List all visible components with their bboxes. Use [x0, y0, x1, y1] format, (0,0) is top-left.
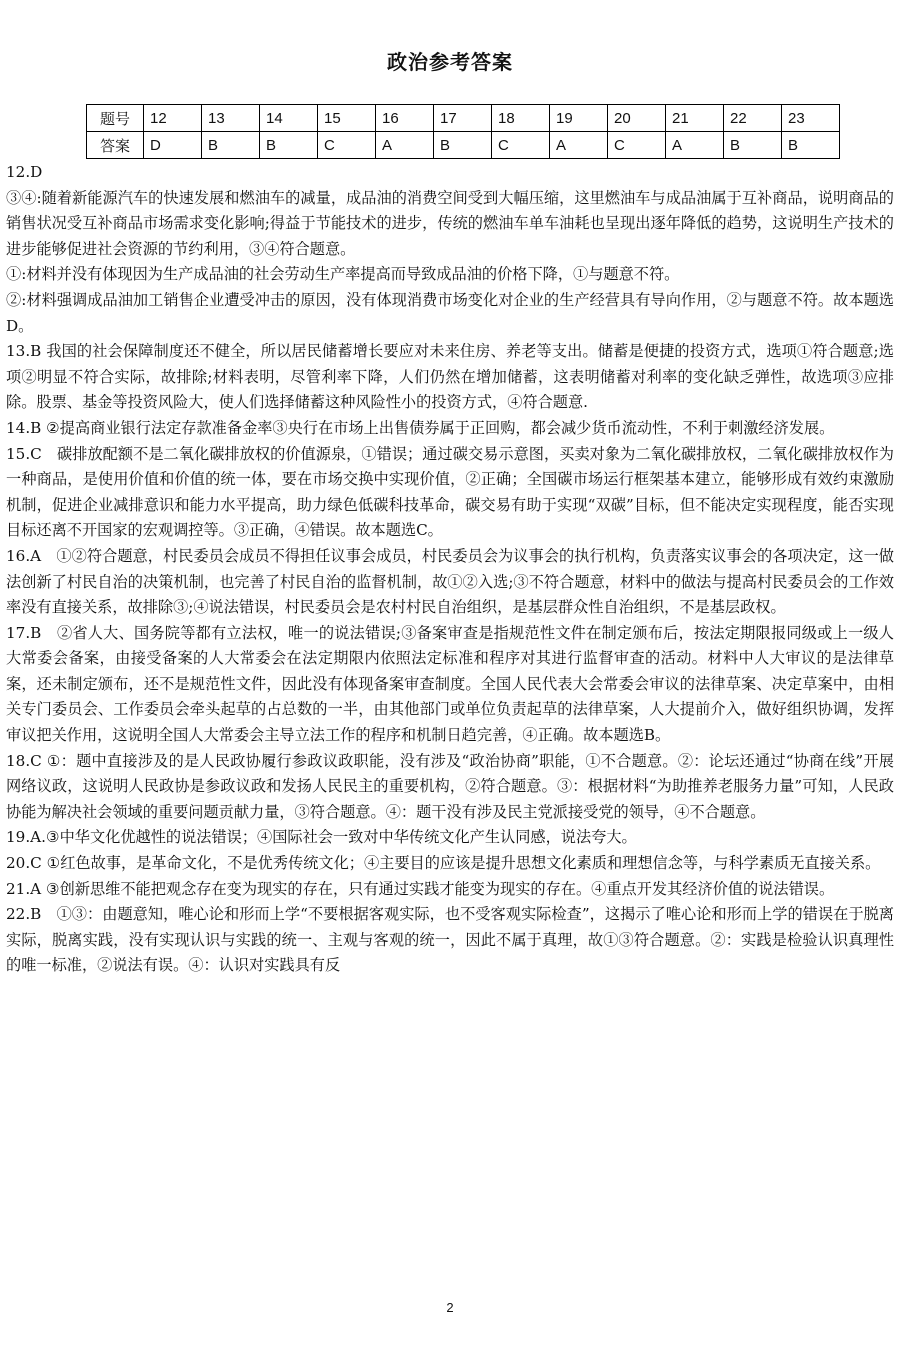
question-number-cell: 15: [318, 105, 376, 132]
answer-explanations: [6, 160, 894, 979]
answer-cell: C: [492, 132, 550, 159]
question-number-cell: 21: [666, 105, 724, 132]
explanation-paragraph: 12.D: [6, 163, 43, 181]
answer-cell: A: [666, 132, 724, 159]
question-number-cell: 19: [550, 105, 608, 132]
explanation-paragraph: 14.B ②提高商业银行法定存款准备金率③央行在市场上出售债券属于正回购，都会减少货币流动性，不利于刺激经济发展。: [6, 418, 835, 437]
explanation-paragraph: 16.A ①②符合题意，村民委员会成员不得担任议事会成员，村民委员会为议事会的执行机构，负责落实议事会的各项决定，这一做法创新了村民自治的决策机制，也完善了村民自治的监督机制，故①②入选;③不符合题意，材料中的做法与提高村民委员会的工作效率没有直接关系，故排除③;④说法错误，村民委员会是农村村民自治组织，是基层群众性自治组织，不是基层政权。: [6, 546, 894, 617]
answer-row: [87, 132, 840, 159]
explanation-paragraph: 19.A.③中华文化优越性的说法错误；④国际社会一致对中华传统文化产生认同感，说法夸大。: [6, 828, 637, 847]
answer-cell: A: [550, 132, 608, 159]
answer-cell: B: [202, 132, 260, 159]
explanation-paragraph: 20.C ①红色故事，是革命文化，不是优秀传统文化；④主要目的应该是提升思想文化素质和理想信念等，与科学素质无直接关系。: [6, 854, 881, 873]
question-number-cell: 13: [202, 105, 260, 132]
question-number-row: [87, 105, 840, 132]
answer-cell: C: [318, 132, 376, 159]
explanation-paragraph: 15.C 碳排放配额不是二氧化碳排放权的价值源泉，①错误；通过碳交易示意图，买卖对象为二氧化碳排放权，二氧化碳排放权作为一种商品，是使用价值和价值的统一体，要在市场交换中实现价值，②正确；全国碳市场运行框架基本建立，能够形成有效约束激励机制，促进企业减排意识和能力水平提高，助力绿色低碳科技革命，碳交易有助于实现“双碳”目标，但不能决定实现程度，能否实现目标还离不开国家的宏观调控等。③正确，④错误。故本题选C。: [6, 444, 894, 540]
explanation-paragraph: 17.B ②省人大、国务院等都有立法权，唯一的说法错误;③备案审查是指规范性文件在制定颁布后，按法定期限报同级或上一级人大常委会备案，由接受备案的人大常委会在法定期限内依照法定标准和程序对其进行监督审查的活动。材料中人大审议的是法律草案，还未制定颁布，还不是规范性文件，因此没有体现备案审查制度。全国人民代表大会常委会审议的法律草案、决定草案中，由相关专门委员会、工作委员会牵头起草的占总数的一半，由其他部门或单位负责起草的法律草案，人大提前介入，做好组织协调，发挥审议把关作用，这说明全国人大常委会主导立法工作的程序和机制日趋完善，④正确。故本题选B。: [6, 623, 894, 745]
answer-table: [86, 104, 840, 159]
explanation-paragraph: 21.A ③创新思维不能把观念存在变为现实的存在，只有通过实践才能变为现实的存在。④重点开发其经济价值的说法错误。: [6, 879, 835, 898]
question-number-cell: 12: [144, 105, 202, 132]
answer-cell: C: [608, 132, 666, 159]
page-number: 2: [446, 1300, 454, 1315]
answer-cell: D: [144, 132, 202, 159]
question-number-cell: 23: [782, 105, 840, 132]
question-number-cell: 16: [376, 105, 434, 132]
page-title: 政治参考答案: [387, 50, 513, 74]
answer-cell: B: [434, 132, 492, 159]
question-number-cell: 20: [608, 105, 666, 132]
explanation-paragraph: 13.B 我国的社会保障制度还不健全，所以居民储蓄增长要应对未来住房、养老等支出。储蓄是便捷的投资方式，选项①符合题意;选项②明显不符合实际，故排除;材料表明，尽管利率下降，人们仍然在增加储蓄，这表明储蓄对利率的变化缺乏弹性，故选项③应排除。股票、基金等投资风险大，使人们选择储蓄这种风险性小的投资方式，④符合题意.: [6, 342, 894, 412]
answer-cell: B: [782, 132, 840, 159]
explanation-paragraph: ②:材料强调成品油加工销售企业遭受冲击的原因，没有体现消费市场变化对企业的生产经营具有导向作用，②与题意不符。故本题选D。: [6, 290, 894, 335]
explanation-paragraph: 22.B ①③：由题意知，唯心论和形而上学“不要根据客观实际，也不受客观实际检查”，这揭示了唯心论和形而上学的错误在于脱离实际，脱离实践，没有实现认识与实践的统一、主观与客观的统一，因此不属于真理，故①③符合题意。②：实践是检验认识真理性的唯一标准，②说法有误。④：认识对实践具有反: [6, 905, 894, 975]
row-label: 题号: [87, 105, 144, 132]
question-number-cell: 18: [492, 105, 550, 132]
answer-cell: B: [260, 132, 318, 159]
question-number-cell: 22: [724, 105, 782, 132]
row-label: 答案: [87, 132, 144, 159]
explanation-paragraph: ③④:随着新能源汽车的快速发展和燃油车的减量，成品油的消费空间受到大幅压缩，这里燃油车与成品油属于互补商品，说明商品的销售状况受互补商品市场需求变化影响;得益于节能技术的进步，传统的燃油车单车油耗也呈现出逐年降低的趋势，这说明生产技术的进步能够促进社会资源的节约利用，③④符合题意。: [6, 188, 894, 258]
explanation-paragraph: 18.C ①：题中直接涉及的是人民政协履行参政议政职能，没有涉及“政治协商”职能，①不合题意。②：论坛还通过“协商在线”开展网络议政，这说明人民政协是参政议政和发扬人民民主的重要机构，②符合题意。③：根据材料“为助推养老服务力量”可知，人民政协能为解决社会领域的重要问题贡献力量，③符合题意。④：题干没有涉及民主党派接受党的领导，④不合题意。: [6, 751, 894, 821]
answer-cell: B: [724, 132, 782, 159]
question-number-cell: 17: [434, 105, 492, 132]
answer-cell: A: [376, 132, 434, 159]
question-number-cell: 14: [260, 105, 318, 132]
explanation-paragraph: ①:材料并没有体现因为生产成品油的社会劳动生产率提高而导致成品油的价格下降，①与题意不符。: [6, 265, 680, 284]
